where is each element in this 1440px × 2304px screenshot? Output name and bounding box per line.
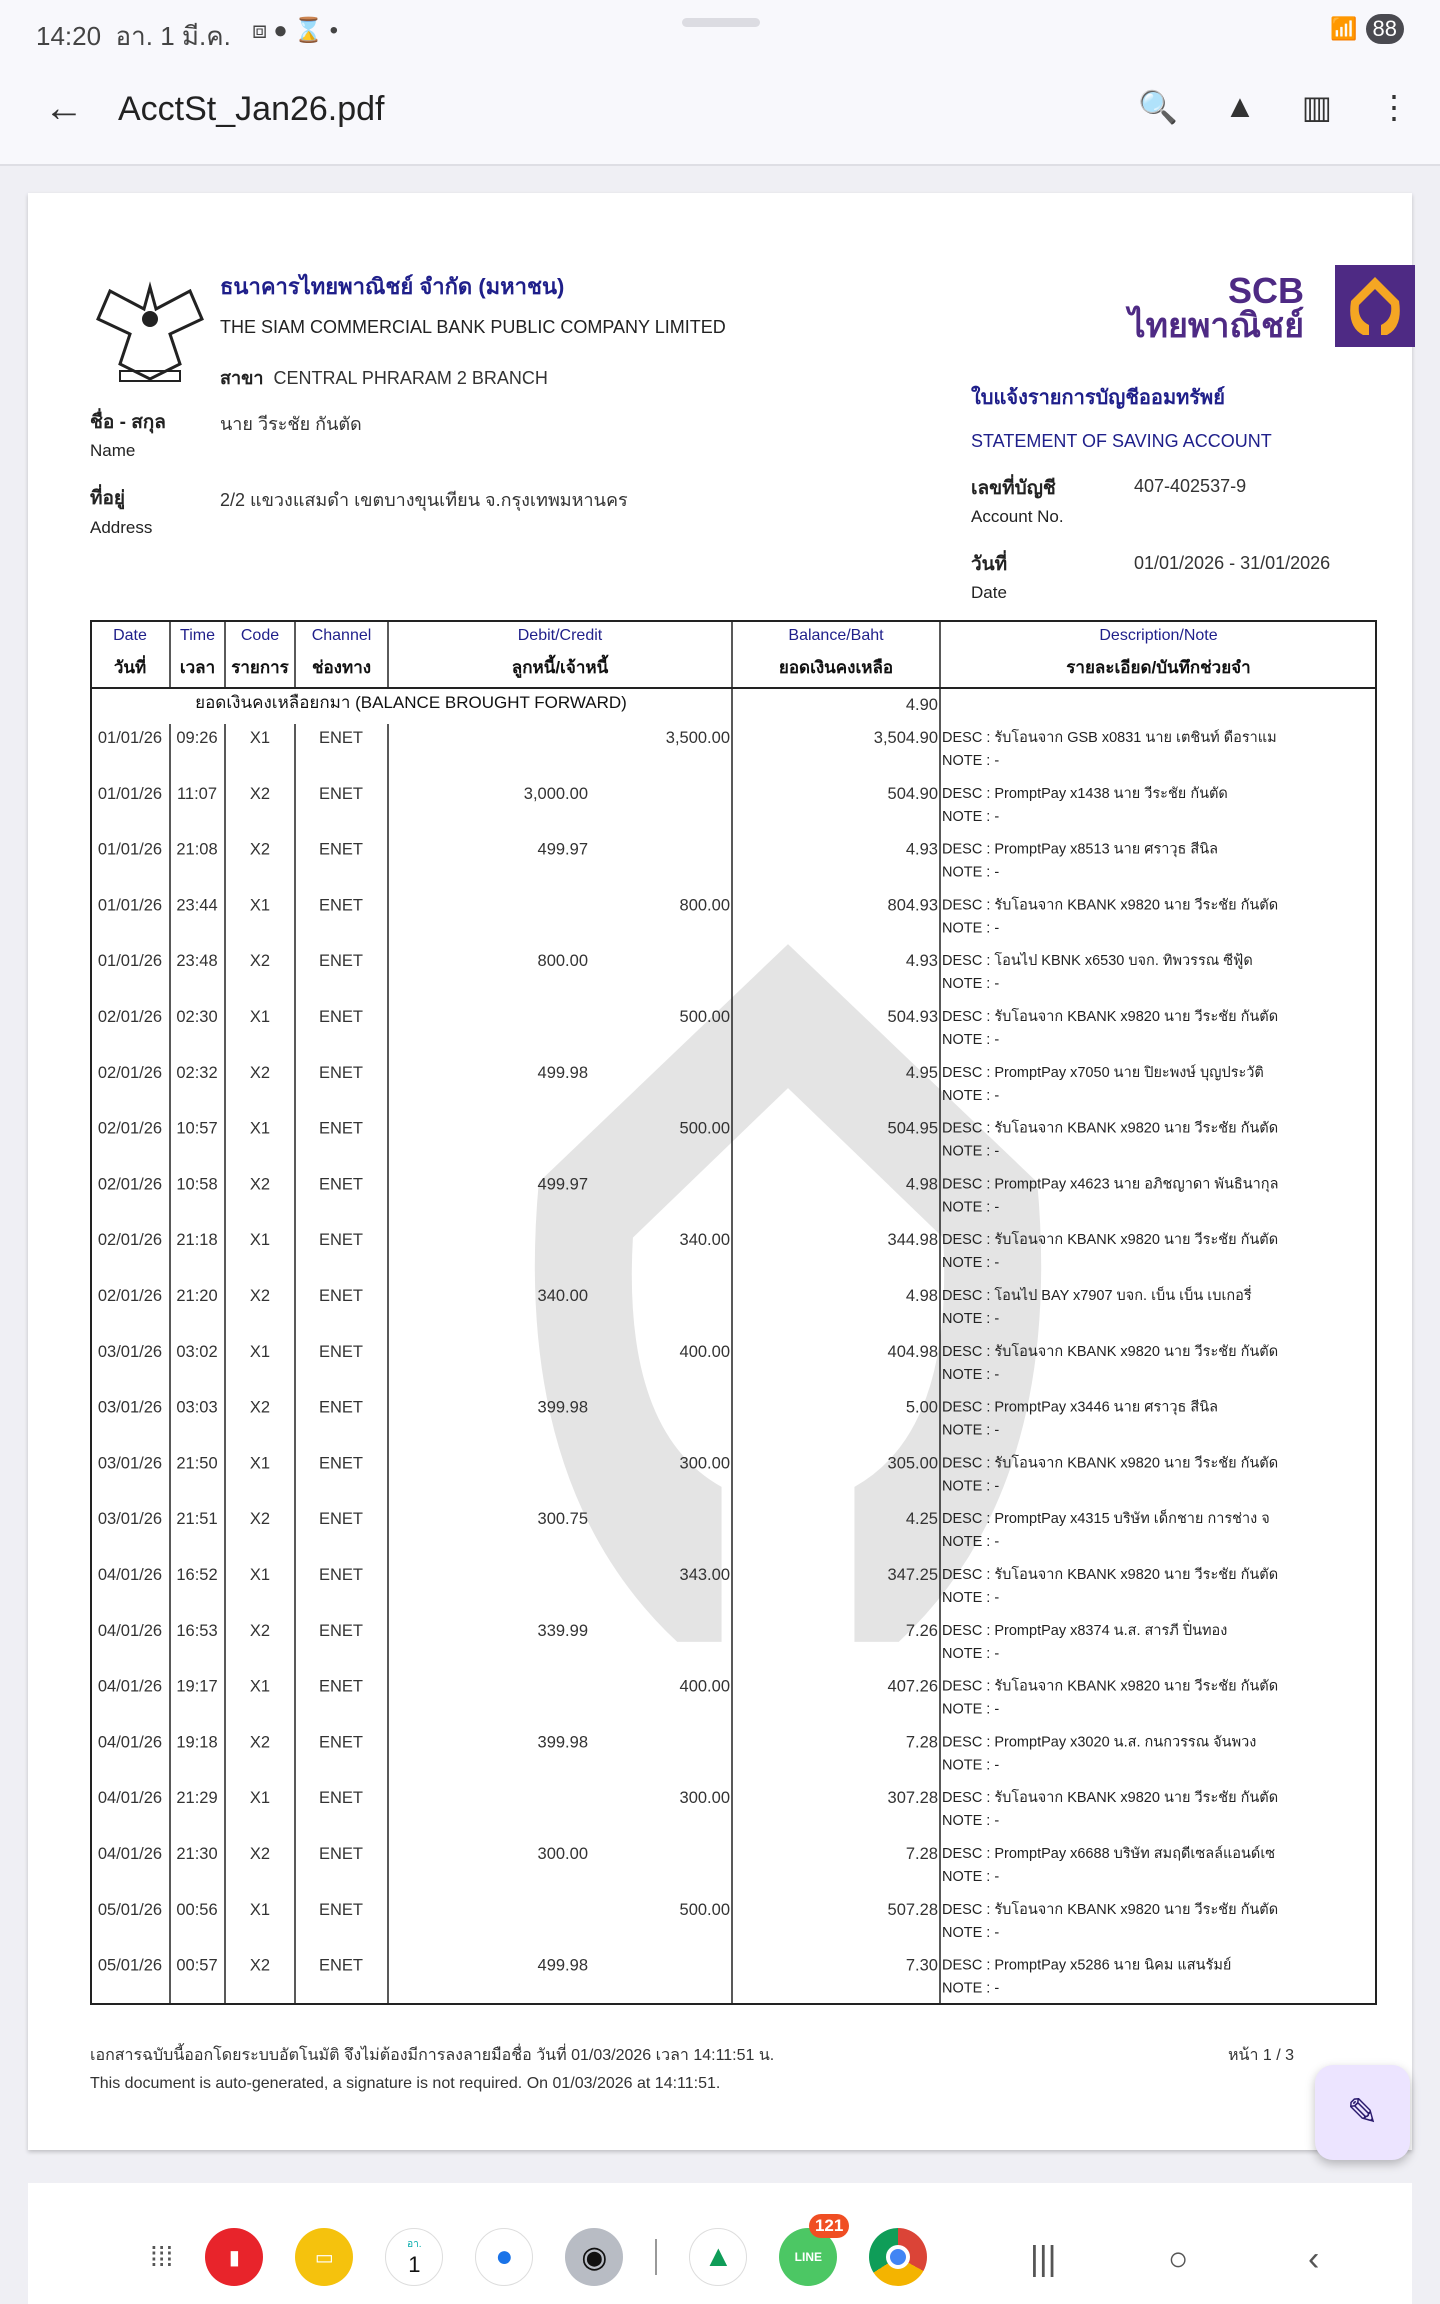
row-balance: 347.25 [887,1566,938,1584]
row-channel: ENET [318,1956,364,1975]
row-time: 10:58 [176,1175,218,1194]
row-note: NOTE : - [942,1869,1000,1885]
row-channel: ENET [318,1342,364,1361]
row-balance: 5.00 [905,1398,938,1417]
row-description: DESC : รับโอนจาก KBANK x9820 นาย วีระชัย กันตัด [942,1790,1279,1807]
branch-label: สาขา [220,368,264,388]
row-time: 23:44 [176,896,218,915]
row-credit: 300.00 [679,1454,730,1473]
bank-name-english: THE SIAM COMMERCIAL BANK PUBLIC COMPANY LIMITED [220,317,726,337]
row-channel: ENET [318,1677,364,1696]
column-header-date: Date [113,627,147,644]
row-credit: 300.00 [679,1789,730,1808]
row-date: 01/01/26 [97,784,163,803]
row-balance: 804.93 [887,896,938,915]
row-note: NOTE : - [942,1478,1000,1495]
row-balance: 504.93 [887,1008,938,1026]
app-calendar-icon[interactable]: อา. 1 [385,2228,443,2286]
row-note: NOTE : - [942,1032,1000,1048]
row-date: 03/01/26 [97,1342,163,1361]
row-code: X1 [249,1119,271,1138]
row-balance: 4.93 [905,952,938,971]
account-label-english: Account No. [971,507,1064,526]
row-date: 05/01/26 [97,1900,163,1919]
date-label-thai: วันที่ [971,554,1008,575]
row-credit: 400.00 [679,1342,730,1361]
row-credit: 400.00 [679,1677,730,1696]
row-note: NOTE : - [942,808,1000,825]
row-channel: ENET [318,1510,364,1529]
notification-icons: ⧈●⌛• [252,17,345,44]
row-note: NOTE : - [942,1813,1000,1830]
row-balance: 7.28 [905,1733,938,1752]
row-balance: 305.00 [887,1454,938,1473]
row-debit: 3,000.00 [523,784,588,803]
row-note: NOTE : - [942,1701,1000,1718]
scb-logo-text: SCB ไทยพาณิชย์ [1128,270,1304,345]
row-time: 00:56 [176,1900,218,1919]
row-debit: 499.98 [537,1063,588,1082]
app-files-icon[interactable]: ▭ [295,2228,353,2286]
column-header-balance-baht: Balance/Baht [788,627,884,644]
row-date: 02/01/26 [97,1175,163,1194]
row-description: DESC : รับโอนจาก KBANK x9820 นาย วีระชัย กันตัด [942,897,1279,914]
row-channel: ENET [318,1063,364,1082]
row-debit: 300.75 [537,1510,588,1529]
row-code: X1 [249,896,271,915]
column-header-code: Code [240,627,280,644]
column-header-thai: ยอดเงินคงเหลือ [778,658,894,677]
row-time: 03:03 [176,1398,218,1417]
row-channel: ENET [318,1900,364,1919]
row-channel: ENET [318,1008,364,1026]
date-label-english: Date [971,583,1007,602]
row-credit: 340.00 [679,1231,730,1250]
row-code: X2 [249,1398,271,1417]
app-dock [150,2216,927,2286]
row-note: NOTE : - [942,1980,1000,1997]
row-debit: 340.00 [537,1287,588,1305]
row-time: 16:53 [176,1621,218,1640]
battery-indicator: 88 [1366,14,1404,44]
row-note: NOTE : - [942,1422,1000,1439]
row-channel: ENET [318,1789,364,1808]
column-header-description-note: Description/Note [1099,627,1218,644]
row-channel: ENET [318,1566,364,1584]
row-description: DESC : โอนไป KBNK x6530 บจก. ทิพวรรณ ซีฟู้ด [942,953,1253,970]
row-code: X2 [249,784,271,803]
row-note: NOTE : - [942,753,1000,769]
row-time: 03:02 [176,1342,218,1361]
row-description: DESC : รับโอนจาก KBANK x9820 นาย วีระชัย กันตัด [942,1009,1279,1025]
address-label-english: Address [90,518,153,537]
row-note: NOTE : - [942,864,1000,881]
row-date: 05/01/26 [97,1956,163,1975]
row-credit: 343.00 [679,1566,730,1584]
row-credit: 800.00 [679,896,730,915]
row-code: X1 [249,1342,271,1361]
row-date: 02/01/26 [97,1008,163,1026]
row-description: DESC : รับโอนจาก GSB x0831 นาย เตชินท์ ดือราแม [942,730,1277,746]
row-code: X1 [249,1008,271,1026]
row-debit: 399.98 [537,1733,588,1752]
row-date: 04/01/26 [97,1789,163,1808]
row-channel: ENET [318,1287,364,1305]
customer-address: 2/2 แขวงแสมดำ เขตบางขุนเทียน จ.กรุงเทพมหานคร [220,490,628,510]
row-debit: 499.98 [537,1956,588,1975]
row-balance: 7.30 [905,1956,938,1975]
footer-thai: เอกสารฉบับนี้ออกโดยระบบอัตโนมัติ จึงไม่ต้องมีการลงลายมือชื่อ วันที่ 01/03/2026 เวลา 14:11:51 น. [90,2047,775,2064]
row-channel: ENET [318,1845,364,1863]
row-code: X2 [249,1733,271,1752]
row-date: 04/01/26 [97,1677,163,1696]
branch-value: CENTRAL PHRARAM 2 BRANCH [273,368,548,388]
row-balance: 404.98 [887,1342,938,1361]
row-description: DESC : รับโอนจาก KBANK x9820 นาย วีระชัย กันตัด [942,1455,1279,1472]
row-balance: 504.95 [887,1119,938,1138]
row-channel: ENET [318,1621,364,1640]
row-channel: ENET [318,1398,364,1417]
row-note: NOTE : - [942,1757,1000,1774]
row-code: X2 [249,1063,271,1082]
row-date: 01/01/26 [97,840,163,859]
app-notes-icon[interactable]: ▮ [205,2228,263,2286]
row-note: NOTE : - [942,1924,1000,1941]
row-time: 16:52 [176,1566,218,1584]
row-date: 04/01/26 [97,1566,163,1584]
row-code: X2 [249,1510,271,1529]
row-channel: ENET [318,840,364,859]
row-date: 03/01/26 [97,1398,163,1417]
row-note: NOTE : - [942,976,1000,993]
column-header-thai: รายละเอียด/บันทึกช่วยจำ [1066,658,1251,677]
row-balance: 7.26 [905,1621,938,1640]
name-label-english: Name [90,441,136,460]
row-channel: ENET [318,1175,364,1194]
row-time: 00:57 [176,1956,218,1975]
row-time: 09:26 [176,729,218,747]
row-description: DESC : PromptPay x4315 บริษัท เด็กชาย การช่าง จ [942,1511,1270,1528]
row-channel: ENET [318,1119,364,1138]
name-label-thai: ชื่อ - สกุล [90,412,166,433]
file-title: AcctSt_Jan26.pdf [118,90,385,128]
row-code: X2 [249,840,271,859]
status-bar [0,0,1440,62]
row-channel: ENET [318,952,364,971]
row-debit: 499.97 [537,1175,588,1194]
row-note: NOTE : - [942,1311,1000,1327]
row-date: 04/01/26 [97,1621,163,1640]
statement-title-english: STATEMENT OF SAVING ACCOUNT [971,431,1272,451]
app-bar [0,62,1440,166]
row-time: 02:30 [176,1008,218,1026]
row-code: X1 [249,1566,271,1584]
row-note: NOTE : - [942,1255,1000,1272]
scb-logo-icon [1335,265,1415,347]
row-date: 01/01/26 [97,952,163,971]
row-credit: 3,500.00 [665,729,730,747]
row-note: NOTE : - [942,1645,1000,1662]
reading-mode-icon[interactable]: ▥ [1301,89,1332,125]
row-balance: 307.28 [887,1789,938,1808]
row-description: DESC : PromptPay x3446 นาย ศราวุธ สีนิล [942,1399,1219,1416]
app-line-icon[interactable]: LINE 121 [779,2228,837,2286]
recent-apps-button[interactable]: ||| [1030,2240,1057,2278]
more-options-icon[interactable]: ⋮ [1378,89,1410,125]
column-header-thai: ช่องทาง [311,658,372,677]
row-channel: ENET [318,1454,364,1473]
line-badge: 121 [809,2214,849,2238]
row-channel: ENET [318,784,364,803]
row-time: 23:48 [176,952,218,971]
row-time: 21:08 [176,840,218,859]
row-note: NOTE : - [942,1087,1000,1104]
statement-period: 01/01/2026 - 31/01/2026 [1134,553,1331,573]
row-description: DESC : PromptPay x3020 น.ส. กนกวรรณ จันพวง [942,1734,1257,1751]
row-credit: 500.00 [679,1008,730,1026]
column-header-thai: รายการ [231,658,289,677]
column-header-channel: Channel [311,627,372,644]
page-number: หน้า 1 / 3 [1228,2047,1295,2064]
row-code: X1 [249,1900,271,1919]
home-button[interactable]: ○ [1168,2240,1189,2278]
wifi-icon: 📶 [1330,16,1358,41]
find-in-document-icon[interactable]: 🔍 [1138,89,1179,125]
row-description: DESC : รับโอนจาก KBANK x9820 นาย วีระชัย กันตัด [942,1120,1279,1137]
drag-handle[interactable] [682,18,760,27]
row-debit: 399.98 [537,1398,588,1417]
row-time: 21:51 [176,1510,218,1529]
row-description: DESC : PromptPay x7050 นาย ปิยะพงษ์ บุญประวัติ [942,1064,1264,1081]
save-to-drive-icon[interactable]: ▲ [1224,88,1256,124]
row-date: 03/01/26 [97,1454,163,1473]
row-note: NOTE : - [942,1534,1000,1551]
row-note: NOTE : - [942,1366,1000,1383]
garuda-emblem-icon [90,279,210,389]
row-date: 04/01/26 [97,1845,163,1863]
row-note: NOTE : - [942,1590,1000,1606]
row-channel: ENET [318,1733,364,1752]
row-balance: 344.98 [887,1231,938,1250]
app-messages-icon[interactable]: ● [475,2228,533,2286]
column-header-thai: วันที่ [113,658,147,677]
row-time: 21:18 [176,1231,218,1250]
row-balance: 407.26 [887,1677,938,1696]
dock-divider [655,2239,657,2275]
statement-title-thai: ใบแจ้งรายการบัญชีออมทรัพย์ [971,387,1225,409]
row-description: DESC : โอนไป BAY x7907 บจก. เบ็น เบ็น เบเกอรี่ [942,1288,1252,1304]
row-code: X2 [249,1845,271,1863]
row-balance: 4.93 [905,840,938,859]
row-time: 21:50 [176,1454,218,1473]
row-description: DESC : รับโอนจาก KBANK x9820 นาย วีระชัย กันตัด [942,1678,1279,1695]
column-header-thai: ลูกหนี้/เจ้าหนี้ [511,658,609,677]
row-description: DESC : PromptPay x5286 นาย นิคม แสนรัมย์ [942,1957,1232,1974]
footer-english: This document is auto-generated, a signature is not required. On 01/03/2026 at 14:11:51. [90,2075,721,2092]
back-arrow-icon[interactable]: ← [44,86,84,130]
app-camera-icon[interactable]: ◉ [565,2228,623,2286]
row-description: DESC : PromptPay x6688 บริษัท สมฤดีเซลล์แอนด์เซ [942,1846,1276,1862]
row-description: DESC : รับโอนจาก KBANK x9820 นาย วีระชัย กันตัด [942,1343,1279,1360]
row-code: X1 [249,1231,271,1250]
row-balance: 4.98 [905,1287,938,1305]
row-date: 02/01/26 [97,1063,163,1082]
row-channel: ENET [318,896,364,915]
row-balance: 4.95 [905,1063,938,1082]
row-balance: 507.28 [887,1900,938,1919]
row-time: 02:32 [176,1063,218,1082]
customer-name: นาย วีระชัย กันตัด [220,414,362,434]
balance-brought-forward-value: 4.90 [905,696,938,714]
row-balance: 4.25 [905,1510,938,1529]
row-time: 21:30 [176,1845,218,1863]
row-credit: 500.00 [679,1900,730,1919]
row-description: DESC : รับโอนจาก KBANK x9820 นาย วีระชัย กันตัด [942,1567,1279,1583]
row-time: 21:20 [176,1287,218,1305]
row-note: NOTE : - [942,920,1000,937]
row-date: 01/01/26 [97,729,163,747]
row-description: DESC : รับโอนจาก KBANK x9820 นาย วีระชัย กันตัด [942,1232,1279,1249]
row-code: X2 [249,952,271,971]
row-code: X1 [249,1454,271,1473]
row-date: 03/01/26 [97,1510,163,1529]
app-chrome-icon[interactable] [869,2228,927,2286]
row-date: 02/01/26 [97,1119,163,1138]
row-channel: ENET [318,729,364,747]
annotate-pen-button[interactable]: ✎ [1315,2065,1410,2160]
row-time: 10:57 [176,1119,218,1138]
row-time: 19:17 [176,1677,218,1696]
row-channel: ENET [318,1231,364,1250]
row-code: X1 [249,1789,271,1808]
transactions-table [90,620,1378,2005]
row-code: X1 [249,1677,271,1696]
row-balance: 504.90 [887,784,938,803]
row-description: DESC : PromptPay x8513 นาย ศราวุธ สีนิล [942,841,1219,858]
row-date: 01/01/26 [97,896,163,915]
pdf-page [28,193,1412,2150]
row-date: 04/01/26 [97,1733,163,1752]
account-number: 407-402537-9 [1134,476,1247,496]
column-header-thai: เวลา [179,658,216,677]
row-date: 02/01/26 [97,1231,163,1250]
bank-name-thai: ธนาคารไทยพาณิชย์ จำกัด (มหาชน) [220,274,565,299]
row-description: DESC : PromptPay x8374 น.ส. สารภี ปิ่นทอง [942,1622,1228,1639]
row-date: 02/01/26 [97,1287,163,1305]
row-balance: 4.98 [905,1175,938,1194]
row-code: X2 [249,1175,271,1194]
row-balance: 3,504.90 [873,729,938,747]
nav-back-button[interactable]: ‹ [1308,2240,1320,2278]
row-code: X1 [249,729,271,747]
row-description: DESC : รับโอนจาก KBANK x9820 นาย วีระชัย กันตัด [942,1901,1279,1918]
row-debit: 339.99 [537,1621,588,1640]
row-debit: 300.00 [537,1845,588,1863]
row-time: 11:07 [176,784,218,803]
row-note: NOTE : - [942,1199,1000,1216]
row-balance: 7.28 [905,1845,938,1863]
balance-brought-forward-label: ยอดเงินคงเหลือยกมา (BALANCE BROUGHT FORWARD) [195,693,627,712]
row-code: X2 [249,1956,271,1975]
column-header-debit-credit: Debit/Credit [517,627,603,644]
row-time: 21:29 [176,1789,218,1808]
address-label-thai: ที่อยู่ [90,488,126,509]
account-label-thai: เลขที่บัญชี [971,478,1056,499]
row-code: X2 [249,1287,271,1305]
row-debit: 499.97 [537,840,588,859]
row-note: NOTE : - [942,1143,1000,1160]
row-description: DESC : PromptPay x1438 นาย วีระชัย กันตัด [942,785,1228,802]
status-time: 14:20 อา. 1 มี.ค. [36,21,231,51]
column-header-time: Time [180,627,215,644]
row-time: 19:18 [176,1733,218,1752]
row-code: X2 [249,1621,271,1640]
row-debit: 800.00 [537,952,588,971]
row-credit: 500.00 [679,1119,730,1138]
row-description: DESC : PromptPay x4623 นาย อภิชญาดา พันธินากุล [942,1176,1279,1193]
app-drive-icon[interactable]: ▲ [689,2228,747,2286]
app-drawer-icon[interactable]: ⁞⁞⁞ [150,2241,174,2272]
